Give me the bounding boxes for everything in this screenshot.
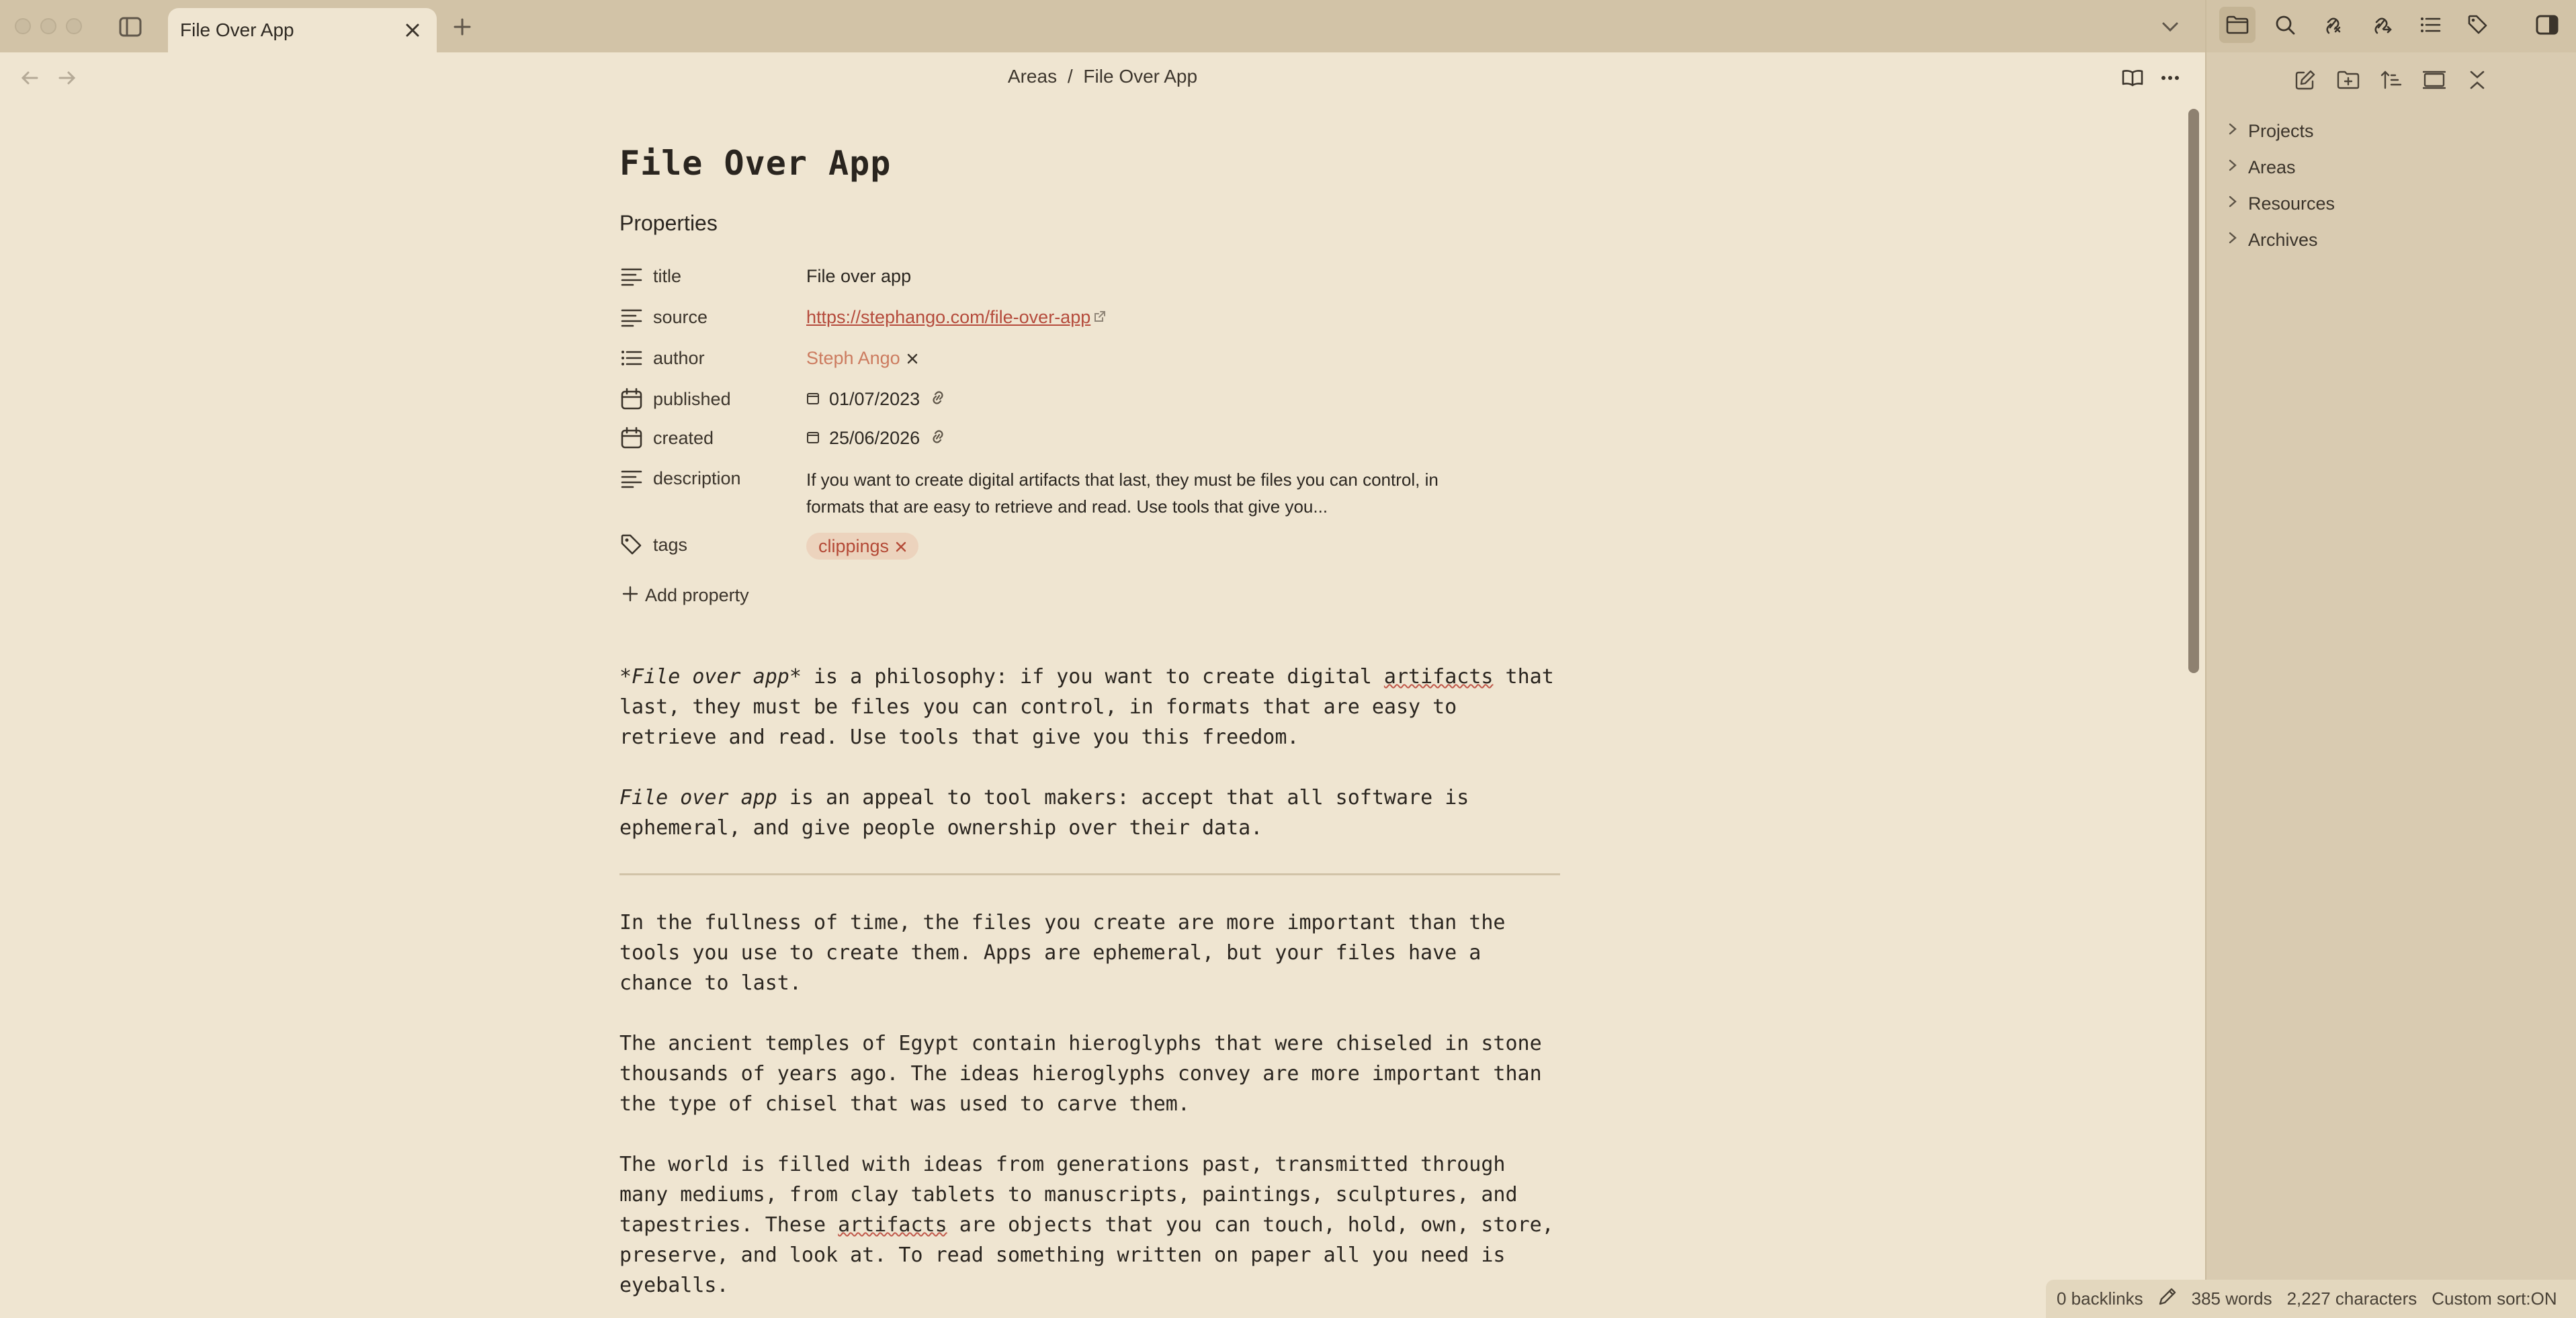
tree-folder-resources[interactable] xyxy=(2228,188,2335,219)
note-title[interactable]: File Over App xyxy=(619,144,892,183)
collapse-all-icon[interactable] xyxy=(2459,62,2495,98)
property-value[interactable]: File over app xyxy=(806,266,912,286)
italic-span: *File over app* xyxy=(619,665,802,689)
tree-folder-areas[interactable] xyxy=(2228,152,2296,183)
property-key: source xyxy=(653,307,708,327)
property-key: author xyxy=(653,348,705,368)
tag-icon xyxy=(619,533,644,557)
word-count: 385 words xyxy=(2191,1288,2272,1309)
new-folder-icon[interactable] xyxy=(2330,62,2366,98)
property-key: tags xyxy=(653,535,688,555)
breadcrumb xyxy=(0,66,2205,87)
edit-mode-pencil-icon[interactable] xyxy=(2158,1287,2177,1311)
horizontal-rule xyxy=(619,873,1560,875)
properties-heading[interactable]: Properties xyxy=(619,211,718,235)
character-count: 2,227 characters xyxy=(2286,1288,2417,1309)
tree-folder-label: Areas xyxy=(2248,157,2296,177)
tab-label: File Over App xyxy=(180,19,294,40)
source-link[interactable]: https://stephango.com/file-over-app xyxy=(806,307,1091,327)
property-row-published[interactable] xyxy=(619,387,947,416)
sidebar-tab-strip xyxy=(2206,0,2576,52)
tree-folder-archives[interactable] xyxy=(2228,224,2318,255)
property-row-author[interactable] xyxy=(619,346,918,376)
chevron-right-icon xyxy=(2228,195,2248,212)
property-key: title xyxy=(653,266,682,286)
property-row-source[interactable] xyxy=(619,305,1107,335)
tag-pill-clippings[interactable] xyxy=(806,533,918,560)
backlinks-count[interactable]: 0 backlinks xyxy=(2057,1288,2143,1309)
date-link-icon[interactable] xyxy=(929,426,947,450)
tree-folder-label: Projects xyxy=(2248,120,2314,141)
tab-close-icon[interactable] xyxy=(400,18,425,42)
external-link-icon xyxy=(1093,305,1107,329)
calendar-icon xyxy=(619,426,644,450)
toggle-left-sidebar-icon[interactable] xyxy=(116,12,145,42)
window-close-dot[interactable] xyxy=(15,18,31,34)
text-span: that last, they must be files you can control, in formats that are easy to retrieve and read. Use tools that give you this freedom. xyxy=(619,665,1554,749)
date-link-icon[interactable] xyxy=(929,387,947,411)
property-row-created[interactable] xyxy=(619,426,947,455)
property-row-tags[interactable] xyxy=(619,533,918,562)
tag-label: clippings xyxy=(818,535,890,556)
description-line-2: formats that are easy to retrieve and read. Use tools that give you... xyxy=(806,496,1328,517)
breadcrumb-current[interactable]: File Over App xyxy=(1083,66,1198,87)
property-row-title[interactable] xyxy=(619,264,911,294)
plus-icon xyxy=(622,586,638,605)
spellcheck-word: artifacts xyxy=(1383,665,1494,689)
tree-folder-label: Archives xyxy=(2248,229,2318,250)
paragraph xyxy=(619,1149,1560,1301)
italic-span: File over app xyxy=(619,786,777,809)
files-folder-icon[interactable] xyxy=(2219,7,2256,43)
custom-sort-status[interactable]: Custom sort:ON xyxy=(2432,1288,2557,1309)
property-key: description xyxy=(653,468,741,488)
breadcrumb-separator: / xyxy=(1067,66,1073,87)
calendar-icon xyxy=(619,387,644,411)
chevron-right-icon xyxy=(2228,159,2248,176)
paragraph xyxy=(619,783,1560,843)
tab-bar xyxy=(0,0,2205,52)
date-picker-icon[interactable] xyxy=(806,387,820,411)
published-date[interactable]: 01/07/2023 xyxy=(829,389,920,409)
note-editor xyxy=(619,134,1560,236)
property-key: published xyxy=(653,389,731,409)
description-value[interactable] xyxy=(806,466,1439,520)
status-bar xyxy=(2046,1280,2576,1318)
text-span: are objects that you can touch, hold, own, store, preserve, and look at. To read something written on paper all you need is eyeballs. xyxy=(619,1213,1554,1297)
toggle-right-sidebar-icon[interactable] xyxy=(2529,7,2565,43)
more-options-icon[interactable] xyxy=(2155,63,2185,93)
text-lines-icon xyxy=(619,466,644,490)
spellcheck-word: artifacts xyxy=(838,1213,947,1237)
breadcrumb-parent[interactable]: Areas xyxy=(1007,66,1058,87)
tab-file-over-app[interactable] xyxy=(168,8,437,52)
tab-list-chevron-down-icon[interactable] xyxy=(2157,13,2184,40)
reading-view-book-icon[interactable] xyxy=(2118,63,2147,93)
outline-list-icon[interactable] xyxy=(2412,7,2448,43)
date-picker-icon[interactable] xyxy=(806,426,820,450)
text-span: is an appeal to tool makers: accept that all software is ephemeral, and give people ownership over their data. xyxy=(619,786,1469,840)
tags-icon[interactable] xyxy=(2460,7,2497,43)
note-body[interactable] xyxy=(619,662,1560,1318)
text-lines-icon xyxy=(619,305,644,329)
sort-order-icon[interactable] xyxy=(2373,62,2409,98)
add-property-label: Add property xyxy=(645,584,749,605)
remove-tag-icon[interactable] xyxy=(896,536,906,557)
tree-folder-label: Resources xyxy=(2248,193,2335,214)
paragraph xyxy=(619,662,1560,752)
search-icon[interactable] xyxy=(2267,7,2303,43)
window-zoom-dot[interactable] xyxy=(66,18,82,34)
new-tab-icon[interactable] xyxy=(449,13,476,40)
chevron-right-icon xyxy=(2228,231,2248,249)
auto-reveal-icon[interactable] xyxy=(2416,62,2452,98)
remove-author-icon[interactable] xyxy=(907,346,918,370)
text-span: The world is filled with ideas from generations past, transmitted through many mediums, from clay tablets to manuscripts, paintings, sculptures, and tapestries. These xyxy=(619,1153,1518,1237)
editor-scrollbar[interactable] xyxy=(2188,109,2199,673)
add-property-button[interactable] xyxy=(622,580,749,610)
paragraph: In the fullness of time, the files you create are more important than the tools you use to create them. Apps are ephemeral, but your files have a chance to last. xyxy=(619,911,1506,995)
text-span: is a philosophy: if you want to create digital xyxy=(801,665,1384,689)
new-note-icon[interactable] xyxy=(2287,62,2323,98)
window-minimize-dot[interactable] xyxy=(40,18,56,34)
property-key: created xyxy=(653,428,714,448)
list-icon xyxy=(619,346,644,370)
right-sidebar xyxy=(2205,0,2576,1318)
description-line-1: If you want to create digital artifacts that last, they must be files you can control, in xyxy=(806,470,1439,490)
property-row-description[interactable] xyxy=(619,466,1439,523)
backlinks-icon[interactable] xyxy=(2315,7,2352,43)
tree-folder-projects[interactable] xyxy=(2228,116,2314,146)
text-lines-icon xyxy=(619,264,644,288)
chevron-right-icon xyxy=(2228,122,2248,140)
outgoing-links-icon[interactable] xyxy=(2364,7,2400,43)
created-date[interactable]: 25/06/2026 xyxy=(829,428,920,448)
author-chip[interactable]: Steph Ango xyxy=(806,348,900,368)
paragraph: The ancient temples of Egypt contain hieroglyphs that were chiseled in stone thousands of years ago. The ideas hieroglyphs convey are more important than the type of chisel that was used to carve them. xyxy=(619,1032,1542,1116)
